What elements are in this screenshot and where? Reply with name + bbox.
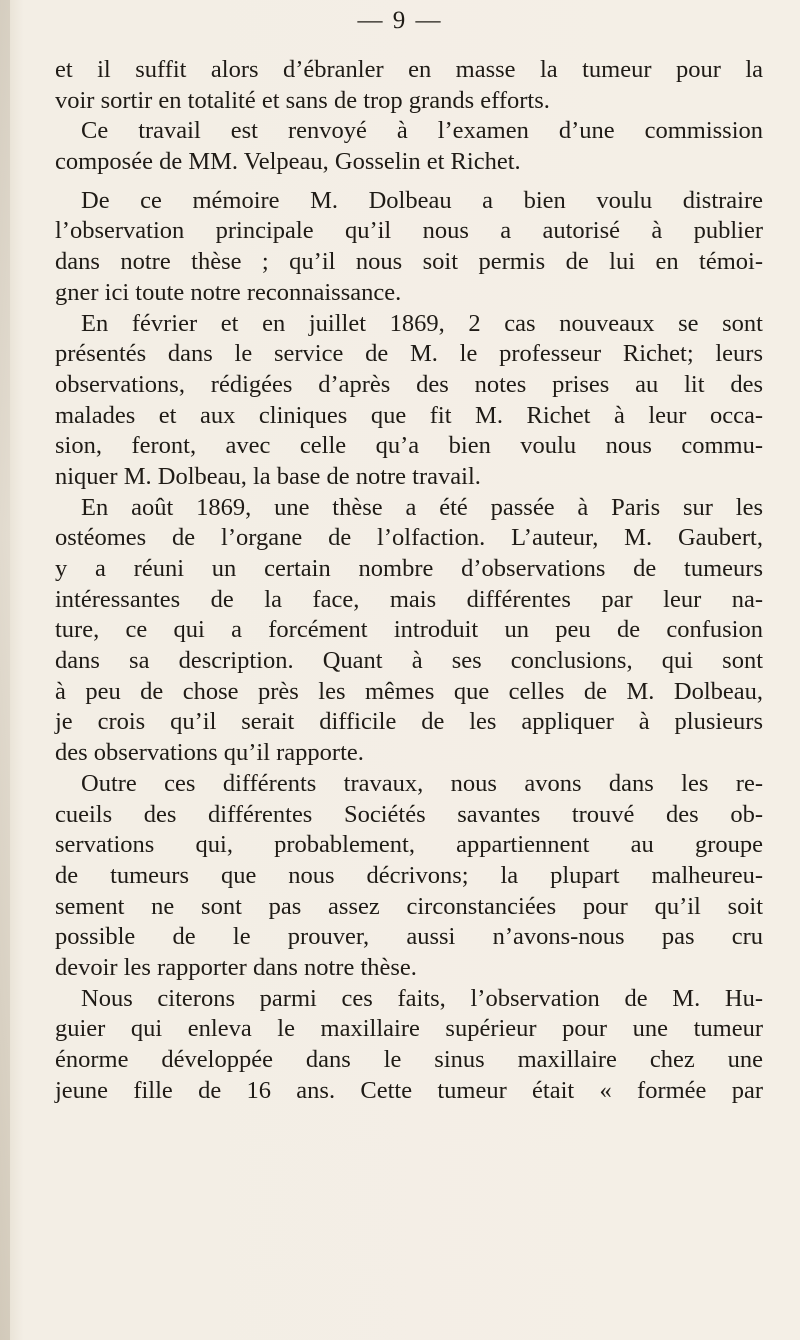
- text-line: composée de MM. Velpeau, Gosselin et Richet.: [55, 148, 521, 176]
- text-line: des observations qu’il rapporte.: [55, 739, 364, 767]
- text-line: intéressantes de la face, mais différentes par leur na-: [55, 585, 763, 613]
- text-line: sement ne sont pas assez circonstanciées pour qu’il soit: [55, 892, 763, 920]
- text-line: devoir les rapporter dans notre thèse.: [55, 953, 417, 981]
- text-line: je crois qu’il serait difficile de les appliquer à plusieurs: [55, 708, 763, 736]
- text-line: malades et aux cliniques que fit M. Richet à leur occa-: [55, 401, 763, 429]
- text-line: En février et en juillet 1869, 2 cas nouveaux se sont: [81, 309, 763, 337]
- text-line: guier qui enleva le maxillaire supérieur pour une tumeur: [55, 1015, 763, 1043]
- text-line: et il suffit alors d’ébranler en masse la tumeur pour la: [55, 56, 763, 83]
- text-line: cueils des différentes Sociétés savantes trouvé des ob-: [55, 800, 763, 828]
- text-line: voir sortir en totalité et sans de trop grands efforts.: [55, 86, 550, 114]
- text-line: jeune fille de 16 ans. Cette tumeur était « formée par: [55, 1076, 763, 1104]
- text-line: Nous citerons parmi ces faits, l’observation de M. Hu-: [81, 984, 763, 1012]
- text-line: présentés dans le service de M. le professeur Richet; leurs: [55, 340, 763, 368]
- text-line: ture, ce qui a forcément introduit un peu de confusion: [55, 616, 763, 644]
- body-text: [55, 55, 763, 1106]
- text-line: Ce travail est renvoyé à l’examen d’une commission: [81, 117, 763, 145]
- paragraph-gap: [55, 178, 763, 186]
- text-line: gner ici toute notre reconnaissance.: [55, 278, 402, 306]
- text-line: à peu de chose près les mêmes que celles de M. Dolbeau,: [55, 677, 763, 705]
- text-line: servations qui, probablement, appartiennent au groupe: [55, 831, 763, 859]
- text-line: de tumeurs que nous décrivons; la plupart malheureu-: [55, 861, 763, 889]
- text-line: De ce mémoire M. Dolbeau a bien voulu distraire: [81, 186, 763, 214]
- text-line: énorme développée dans le sinus maxillaire chez une: [55, 1046, 763, 1073]
- text-line: ostéomes de l’organe de l’olfaction. L’auteur, M. Gaubert,: [55, 524, 763, 552]
- text-line: observations, rédigées d’après des notes prises au lit des: [55, 370, 763, 398]
- text-line: niquer M. Dolbeau, la base de notre travail.: [55, 462, 481, 490]
- text-line: y a réuni un certain nombre d’observations de tumeurs: [55, 555, 763, 582]
- text-line: Outre ces différents travaux, nous avons dans les re-: [81, 769, 763, 797]
- text-line: dans sa description. Quant à ses conclusions, qui sont: [55, 647, 763, 675]
- text-line: sion, feront, avec celle qu’a bien voulu nous commu-: [55, 432, 763, 460]
- text-line: l’observation principale qu’il nous a autorisé à publier: [55, 217, 763, 245]
- page-number: — 9 —: [357, 7, 443, 34]
- text-line: En août 1869, une thèse a été passée à Paris sur les: [81, 493, 763, 521]
- text-line: dans notre thèse ; qu’il nous soit permis de lui en témoi-: [55, 248, 763, 276]
- page-binding-edge: [0, 0, 10, 1340]
- text-line: possible de le prouver, aussi n’avons-nous pas cru: [55, 923, 763, 951]
